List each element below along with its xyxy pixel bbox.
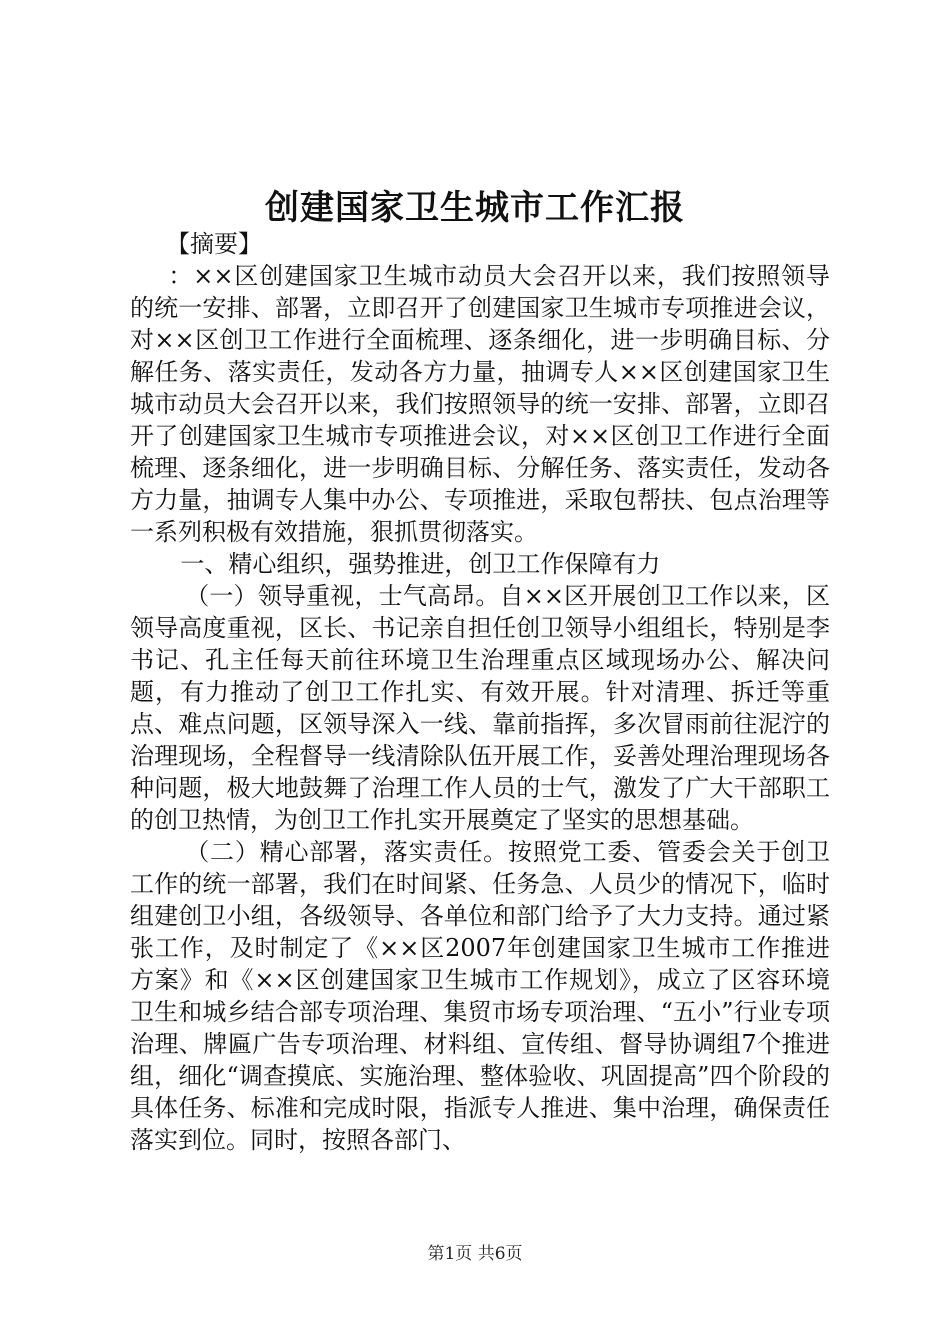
section-heading: 一、精心组织，强势推进，创卫工作保障有力	[180, 550, 661, 578]
document-body	[130, 228, 830, 1156]
body-paragraph-2: （二）精心部署，落实责任。按照党工委、管委会关于创卫工作的统一部署，我们在时间紧、任务急、人员少的情况下，临时组建创卫小组，各级领导、各单位和部门给予了大力支持。通过紧张工作，及时制定了《××区2007年创建国家卫生城市工作推进方案》和《××区创建国家卫生城市工作规划》，成立了区容环境卫生和城乡结合部专项治理、集贸市场专项治理、“五小”行业专项治理、牌匾广告专项治理、材料组、宣传组、督导协调组7个推进组，细化“调查摸底、实施治理、整体验收、巩固提高”四个阶段的具体任务、标准和完成时限，指派专人推进、集中治理，确保责任落实到位。同时，按照各部门、	[130, 838, 830, 1154]
body-paragraph-1: （一）领导重视，士气高昂。自××区开展创卫工作以来，区领导高度重视，区长、书记亲自担任创卫领导小组组长，特别是李书记、孔主任每天前往环境卫生治理重点区域现场办公、解决问题，有力推动了创卫工作扎实、有效开展。针对清理、拆迁等重点、难点问题，区领导深入一线、靠前指挥，多次冒雨前往泥泞的治理现场，全程督导一线清除队伍开展工作，妥善处理治理现场各种问题，极大地鼓舞了治理工作人员的士气，激发了广大干部职工的创卫热情，为创卫工作扎实开展奠定了坚实的思想基础。	[130, 582, 830, 834]
abstract-paragraph: ：××区创建国家卫生城市动员大会召开以来，我们按照领导的统一安排、部署，立即召开了创建国家卫生城市专项推进会议，对××区创卫工作进行全面梳理、逐条细化，进一步明确目标、分解任务、落实责任，发动各方力量，抽调专人××区创建国家卫生城市动员大会召开以来，我们按照领导的统一安排、部署，立即召开了创建国家卫生城市专项推进会议，对××区创卫工作进行全面梳理、逐条细化，进一步明确目标、分解任务、落实责任，发动各方力量，抽调专人集中办公、专项推进，采取包帮扶、包点治理等一系列积极有效措施，狠抓贯彻落实。	[130, 262, 830, 546]
document-title: 创建国家卫生城市工作汇报	[265, 188, 685, 228]
page-footer: 第1页 共6页	[427, 1244, 523, 1264]
abstract-label: 【摘要】	[166, 230, 262, 258]
